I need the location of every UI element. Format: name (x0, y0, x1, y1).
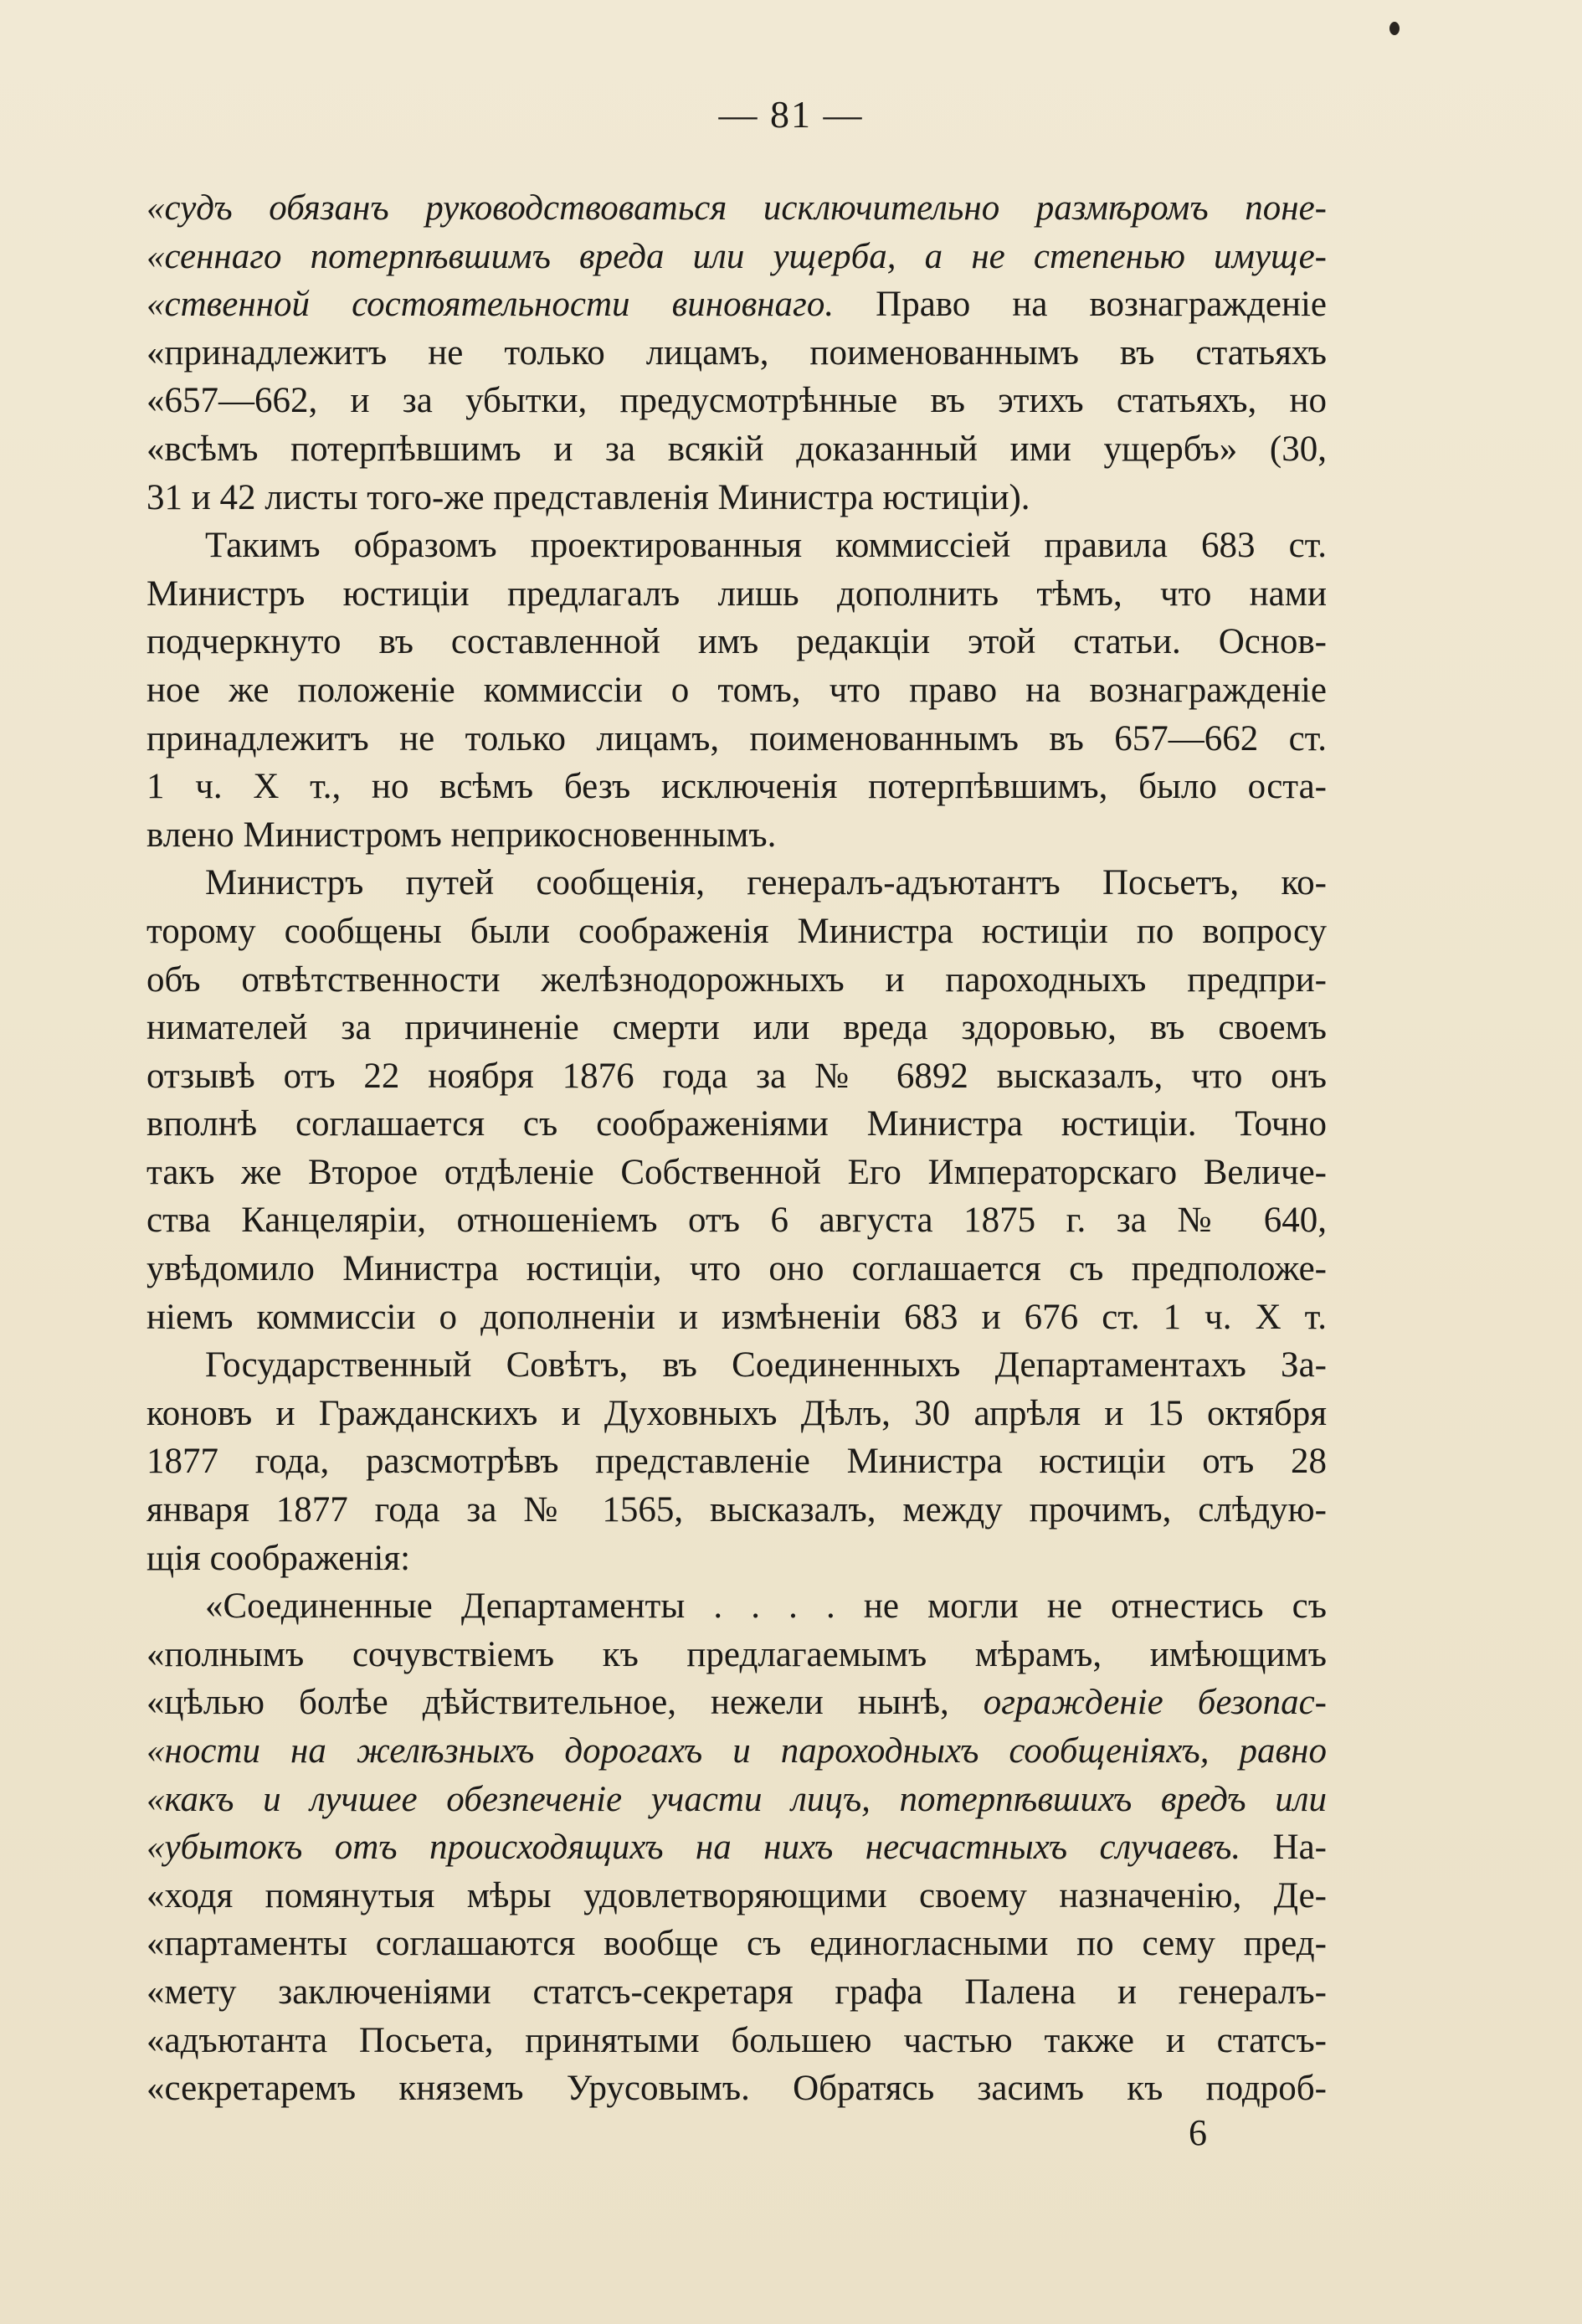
text-line (146, 329, 1327, 378)
italic-text-segment: «судъ обязанъ руководствоваться исключительно размѣромъ поне- (146, 188, 1327, 228)
text-line (146, 1390, 1327, 1438)
text-line (146, 1776, 1327, 1824)
text-line (146, 1535, 1327, 1583)
body-text (146, 184, 1327, 2113)
italic-text-segment: «убытокъ отъ происходящихъ на нихъ несчастныхъ случаевъ. (146, 1828, 1273, 1868)
text-segment: вполнѣ соглашается съ соображеніями Министра юстиціи. Точно (146, 1104, 1327, 1144)
text-segment: На- (1272, 1828, 1327, 1868)
text-segment: «ходя помянутыя мѣры удовлетворяющими своему назначенію, Де- (146, 1875, 1327, 1915)
text-line (146, 1486, 1327, 1535)
text-line (146, 184, 1327, 233)
text-segment: 1877 года, разсмотрѣвъ представленіе Министра юстиціи отъ 28 (146, 1442, 1327, 1482)
text-segment: щія соображенія: (146, 1538, 411, 1578)
text-line (146, 1149, 1327, 1197)
text-segment: ніемъ коммиссіи о дополненіи и измѣненіи 683 и 676 ст. 1 ч. X т. (146, 1297, 1327, 1337)
text-segment: влено Министромъ неприкосновеннымъ. (146, 815, 777, 855)
text-line (146, 2017, 1327, 2065)
text-segment: Государственный Совѣтъ, въ Соединенныхъ Департаментахъ За- (205, 1345, 1327, 1386)
text-segment: Министръ юстиціи предлагалъ лишь дополнить тѣмъ, что нами (146, 573, 1327, 614)
text-line (146, 1823, 1327, 1872)
italic-text-segment: огражденіе безопас- (983, 1683, 1327, 1723)
text-segment: Право на вознагражденіе (876, 285, 1327, 325)
text-line (146, 1920, 1327, 1968)
text-line (146, 1679, 1327, 1727)
text-segment: ства Канцеляріи, отношеніемъ отъ 6 августа 1875 г. за № 640, (146, 1201, 1327, 1241)
text-line (146, 1293, 1327, 1342)
italic-text-segment: «ности на желѣзныхъ дорогахъ и пароходныхъ сообщеніяхъ, равно (146, 1731, 1327, 1771)
text-line (146, 956, 1327, 1005)
text-segment: Министръ путей сообщенія, генералъ-адъютантъ Посьетъ, ко- (205, 863, 1327, 903)
text-segment: принадлежитъ не только лицамъ, поименованнымъ въ 657—662 ст. (146, 718, 1327, 758)
text-segment: «полнымъ сочувствіемъ къ предлагаемымъ мѣрамъ, имѣющимъ (146, 1634, 1327, 1674)
text-segment: «секретаремъ княземъ Урусовымъ. Обратясь засимъ къ подроб- (146, 2069, 1327, 2109)
text-line (146, 618, 1327, 666)
text-line (146, 763, 1327, 811)
text-segment: «657—662, и за убытки, предусмотрѣнные въ этихъ статьяхъ, но (146, 381, 1327, 421)
text-line (146, 1341, 1327, 1390)
text-line (146, 1968, 1327, 2017)
text-line (146, 1727, 1327, 1776)
text-segment: «всѣмъ потерпѣвшимъ и за всякій доказанный ими ущербъ» (30, (146, 429, 1327, 469)
text-segment: «Соединенные Департаменты . . . . не могли не отнестись съ (205, 1586, 1327, 1627)
text-line (146, 522, 1327, 570)
text-segment: коновъ и Гражданскихъ и Духовныхъ Дѣлъ, 30 апрѣля и 15 октября (146, 1393, 1327, 1433)
text-segment: «партаменты соглашаются вообще съ единогласными по сему пред- (146, 1924, 1327, 1964)
text-line (146, 1437, 1327, 1486)
text-line (146, 859, 1327, 907)
text-segment: ное же положеніе коммиссіи о томъ, что право на вознагражденіе (146, 670, 1327, 710)
text-segment: подчеркнуто въ составленной имъ редакціи этой статьи. Основ- (146, 622, 1327, 662)
text-line (146, 1582, 1327, 1631)
text-line (146, 1245, 1327, 1293)
text-segment: «адъютанта Посьета, принятыми большею частью также и статсъ- (146, 2020, 1327, 2060)
ink-spot (1389, 22, 1400, 35)
text-segment: января 1877 года за № 1565, высказалъ, между прочимъ, слѣдую- (146, 1490, 1327, 1530)
text-segment: «принадлежитъ не только лицамъ, поименованнымъ въ статьяхъ (146, 332, 1327, 373)
text-line (146, 280, 1327, 329)
italic-text-segment: «сеннаго потерпѣвшимъ вреда или ущерба, а не степенью имуще- (146, 236, 1327, 276)
text-line (146, 570, 1327, 619)
text-line (146, 666, 1327, 715)
text-segment: такъ же Второе отдѣленіе Собственной Его Императорскаго Величе- (146, 1152, 1327, 1192)
text-line (146, 2064, 1327, 2113)
text-segment: 1 ч. X т., но всѣмъ безъ исключенія потерпѣвшимъ, было оста- (146, 767, 1327, 807)
page-number: — 81 — (718, 93, 864, 136)
text-segment: «мету заключеніями статсъ-секретаря графа Палена и генералъ- (146, 1972, 1327, 2012)
text-line (146, 1004, 1327, 1052)
text-line (146, 1196, 1327, 1245)
text-line (146, 377, 1327, 425)
text-line (146, 233, 1327, 281)
printer-signature-mark: 6 (1189, 2112, 1207, 2153)
text-line (146, 715, 1327, 764)
text-segment: 31 и 42 листы того-же представленія Министра юстиціи). (146, 477, 1030, 517)
text-line (146, 1100, 1327, 1149)
text-segment: объ отвѣтственности желѣзнодорожныхъ и пароходныхъ предпри- (146, 959, 1327, 1000)
text-line (146, 425, 1327, 474)
text-segment: «цѣлью болѣе дѣйствительное, нежели нынѣ, (146, 1683, 984, 1723)
text-line (146, 907, 1327, 956)
text-segment: нимателей за причиненіе смерти или вреда здоровью, въ своемъ (146, 1008, 1327, 1048)
text-line (146, 1631, 1327, 1679)
text-line (146, 1052, 1327, 1101)
text-segment: увѣдомило Министра юстиціи, что оно соглашается съ предположе- (146, 1249, 1327, 1289)
text-line (146, 474, 1327, 522)
text-segment: Такимъ образомъ проектированныя коммиссіей правила 683 ст. (205, 526, 1327, 566)
text-line (146, 811, 1327, 860)
text-segment: отзывѣ отъ 22 ноября 1876 года за № 6892 высказалъ, что онъ (146, 1056, 1327, 1096)
text-segment: торому сообщены были соображенія Министра юстиціи по вопросу (146, 911, 1327, 951)
italic-text-segment: «какъ и лучшее обезпеченіе участи лицъ, потерпѣвшихъ вредъ или (146, 1779, 1327, 1819)
italic-text-segment: «ственной состоятельности виновнаго. (146, 285, 876, 325)
text-line (146, 1872, 1327, 1920)
